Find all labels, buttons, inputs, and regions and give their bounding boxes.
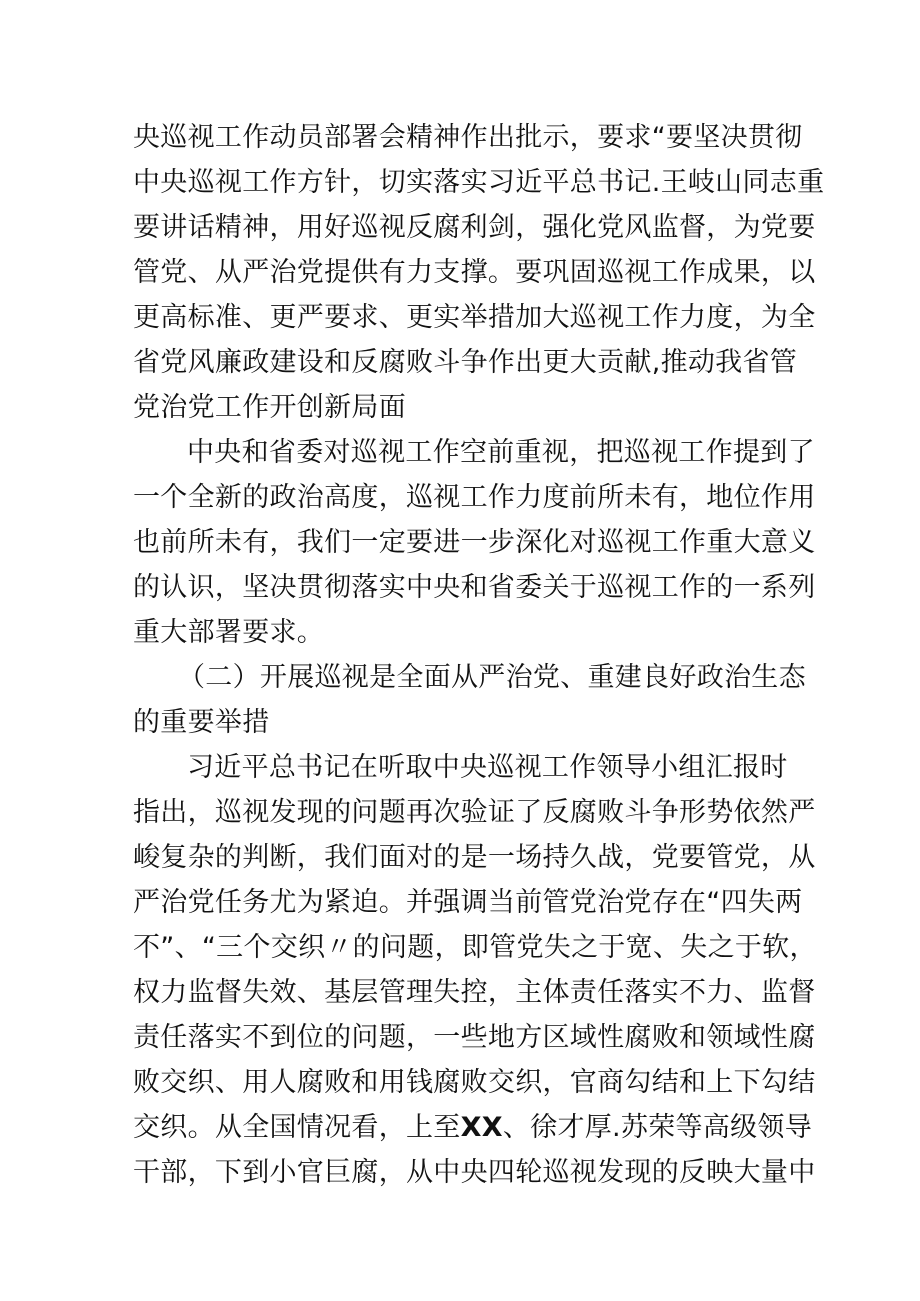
text-line: 责任落实不到位的问题，一些地方区域性腐败和领域性腐 xyxy=(133,1022,816,1053)
text-line: 央巡视工作动员部署会精神作出批示，要求“要坚决贯彻 xyxy=(133,122,803,153)
text-line: 峻复杂的判断，我们面对的是一场持久战，党要管党，从 xyxy=(133,842,816,873)
text-line: 党治党工作开创新局面 xyxy=(133,392,406,423)
text-line: 权力监督失效、基层管理失控，主体责任落实不力、监督 xyxy=(133,977,816,1008)
text-line: 要讲话精神，用好巡视反腐利剑，强化党风监督，为党要 xyxy=(133,212,816,243)
redacted-name: XX xyxy=(460,1112,503,1143)
text-line: 严治党任务尤为紧迫。并强调当前管党治党存在“四失两 xyxy=(133,887,803,918)
text-line: 省党风廉政建设和反腐败斗争作出更大贡献,推动我省管 xyxy=(133,347,798,378)
text-line: 也前所未有，我们一定要进一步深化对巡视工作重大意义 xyxy=(133,527,816,558)
text-line: 管党、从严治党提供有力支撑。要巩固巡视工作成果，以 xyxy=(133,257,816,288)
text-line: 干部，下到小官巨腐，从中央四轮巡视发现的反映大量中 xyxy=(133,1157,816,1188)
text-line: 中央和省委对巡视工作空前重视，把巡视工作提到了 xyxy=(187,437,815,468)
text-line: 习近平总书记在听取中央巡视工作领导小组汇报时 xyxy=(187,752,788,783)
text-line: 不”、“三个交织〃的问题，即管党失之于宽、失之于软， xyxy=(133,932,817,963)
section-heading: 的重要举措 xyxy=(133,707,270,738)
text-span: 、徐才厚.苏荣等高级领导 xyxy=(502,1112,813,1143)
text-line: 中央巡视工作方针，切实落实习近平总书记.王岐山同志重 xyxy=(133,167,825,198)
text-line: 一个全新的政治高度，巡视工作力度前所未有，地位作用 xyxy=(133,482,816,513)
text-line: 败交织、用人腐败和用钱腐败交织，官商勾结和上下勾结 xyxy=(133,1067,816,1098)
text-line: 重大部署要求。 xyxy=(133,617,325,648)
text-line: 指出，巡视发现的问题再次验证了反腐败斗争形势依然严 xyxy=(133,797,816,828)
text-line: 更高标准、更严要求、更实举措加大巡视工作力度，为全 xyxy=(133,302,816,333)
section-heading: （二）开展巡视是全面从严治党、重建良好政治生态 xyxy=(178,662,806,693)
text-span: 交织。从全国情况看，上至 xyxy=(133,1112,461,1143)
text-line: 的认识，坚决贯彻落实中央和省委关于巡视工作的一系列 xyxy=(133,572,816,603)
text-line xyxy=(133,1110,812,1146)
